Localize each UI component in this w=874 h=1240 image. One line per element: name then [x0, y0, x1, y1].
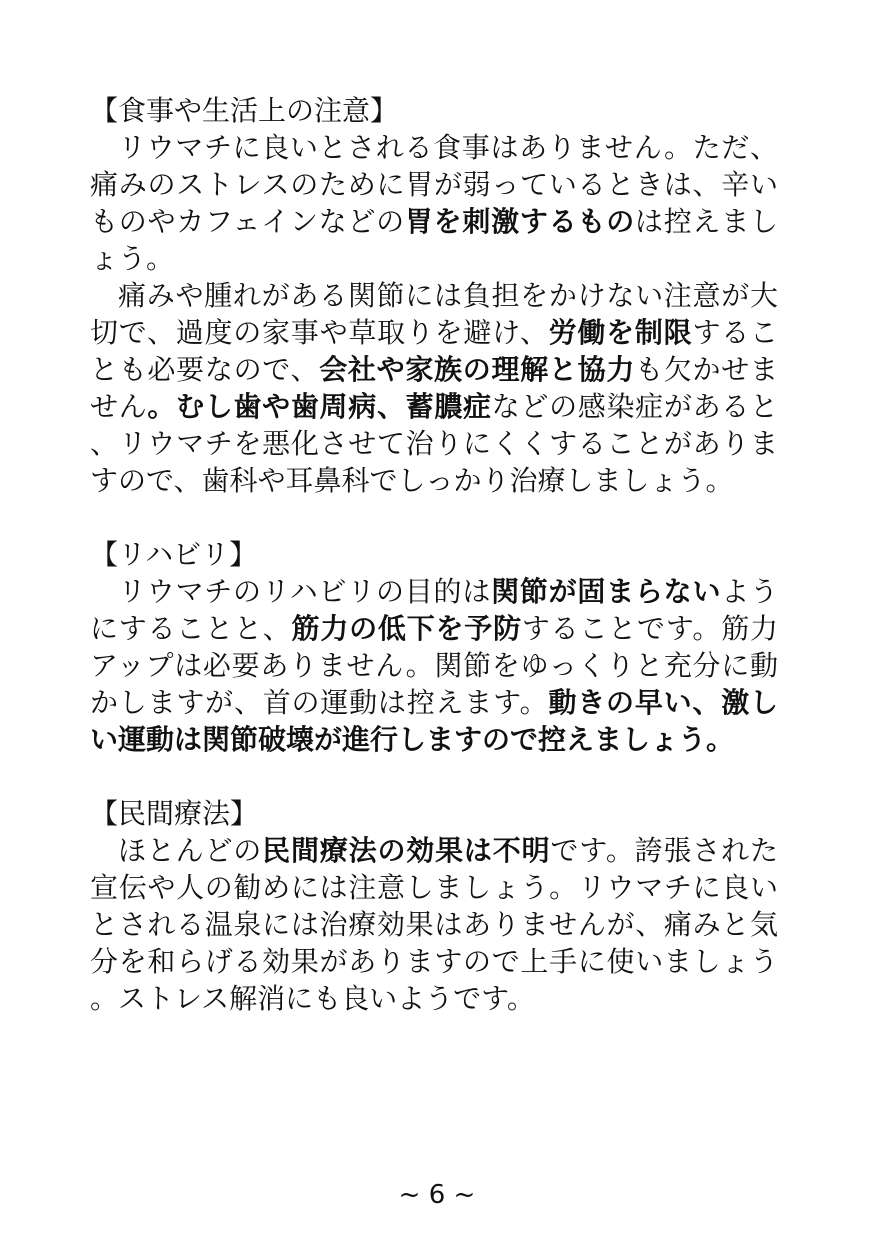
body-text: リウマチに良いとされる食事はありません。ただ、痛みのストレスのために胃が弱っているときは、辛いものやカフェインなどの: [90, 131, 778, 238]
emphasis-text: 。むし歯や歯周病、蓄膿症: [147, 390, 492, 423]
body-text: は控えましょう。: [90, 205, 778, 275]
rehab-paragraph-1: [90, 573, 778, 758]
page-number: ~ 6 ~: [398, 1180, 476, 1210]
emphasis-text: 胃を刺激するもの: [404, 205, 635, 238]
body-text: ほとんどの: [118, 834, 263, 867]
diet-paragraph-2: [90, 277, 778, 499]
emphasis-text: 会社や家族の理解と協力: [319, 353, 636, 386]
emphasis-text: 筋力の低下を予防: [291, 612, 522, 645]
body-text: 痛みや腫れがある関節には負担をかけない注意が大切で、過度の家事や草取りを避け、: [90, 279, 778, 349]
section-diet: [90, 92, 778, 499]
section-rehab: [90, 536, 778, 758]
section-spacer: [90, 758, 778, 795]
body-text: などの感染症があると、リウマチを悪化させて治りにくくすることがありますので、歯科や耳鼻科でしっかり治療しましょう。: [90, 390, 778, 497]
folk-remedy-paragraph-1: [90, 832, 778, 1017]
body-text: も欠かせません: [90, 353, 778, 423]
emphasis-text: 労働を制限: [548, 316, 693, 349]
section-heading-folk-remedy: 【民間療法】: [90, 797, 259, 830]
emphasis-text: 動きの早い、激しい運動は関節破壊が進行しますので控えましょう。: [90, 686, 778, 756]
emphasis-text: 関節が固まらない: [491, 575, 722, 608]
body-text: です。誇張された宣伝や人の勧めには注意しましょう。リウマチに良いとされる温泉には治療効果はありませんが、痛みと気分を和らげる効果がありますので上手に使いましょう。ストレス解消にも良いようです。: [90, 834, 778, 1015]
diet-paragraph-1: [90, 129, 778, 277]
body-text: することです。筋力アップは必要ありません。関節をゆっくりと充分に動かしますが、首の運動は控えます。: [90, 612, 778, 719]
body-text: ようにすることと、: [90, 575, 778, 645]
emphasis-text: 民間療法の効果は不明: [262, 834, 551, 867]
section-folk-remedy: [90, 795, 778, 1017]
section-spacer: [90, 499, 778, 536]
section-heading-diet: 【食事や生活上の注意】: [90, 94, 399, 127]
section-heading-rehab: 【リハビリ】: [90, 538, 258, 571]
body-text: することも必要なので、: [90, 316, 778, 386]
body-text: リウマチのリハビリの目的は: [118, 575, 492, 608]
page-content: [90, 92, 778, 1017]
